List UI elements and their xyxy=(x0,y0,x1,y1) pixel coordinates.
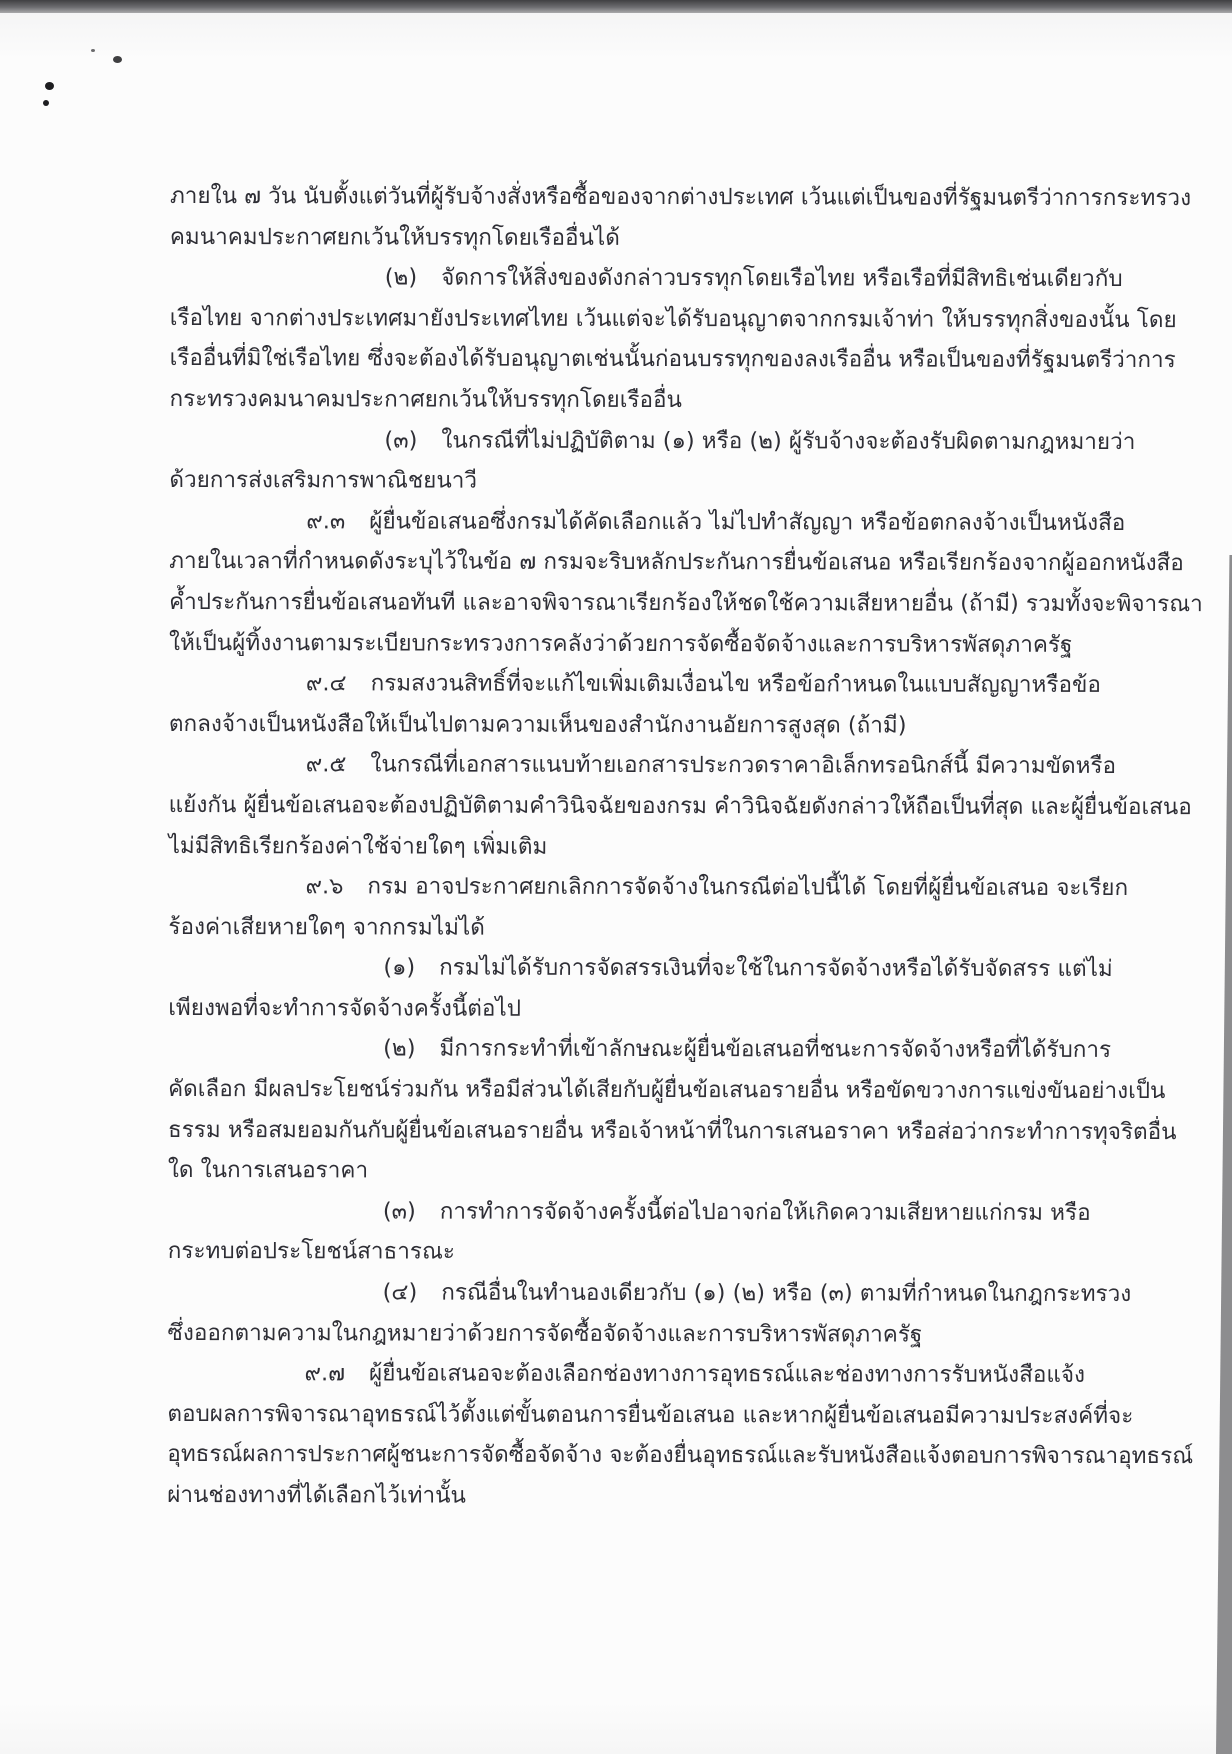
scan-edge-right-wedge xyxy=(1216,555,1232,1754)
line-text: คมนาคมประกาศยกเว้นให้บรรทุกโดยเรืออื่นได้ xyxy=(169,223,620,251)
item-number-label: (๔) xyxy=(382,1279,418,1306)
text-line xyxy=(169,623,1099,666)
text-line xyxy=(169,338,1176,381)
text-line xyxy=(170,257,1123,300)
text-line xyxy=(167,1110,1177,1153)
item-number-label: (๒) xyxy=(384,264,418,291)
text-line xyxy=(168,1231,1098,1274)
line-text: ร้องค่าเสียหายใดๆ จากกรมไม่ได้ xyxy=(168,913,485,941)
item-number-label: ๙.๓ xyxy=(306,508,346,535)
text-line xyxy=(168,1069,1166,1112)
item-number-label: ๙.๕ xyxy=(305,751,347,778)
line-text: กรมสงวนสิทธิ์ที่จะแก้ไขเพิ่มเติมเงื่อนไข หรือข้อกำหนดในแบบสัญญาหรือข้อ xyxy=(370,670,1101,699)
item-number-label: ๙.๖ xyxy=(305,873,344,900)
text-line xyxy=(168,1028,1112,1071)
line-text: คัดเลือก มีผลประโยชน์ร่วมกัน หรือมีส่วนได้เสียกับผู้ยื่นข้อเสนอรายอื่น หรือขัดขวางการแข่งขันอย่างเป็น xyxy=(168,1076,1166,1105)
ink-dot xyxy=(91,49,95,52)
line-text: ผู้ยื่นข้อเสนอซึ่งกรมได้คัดเลือกแล้ว ไม่ไปทำสัญญา หรือข้อตกลงจ้างเป็นหนังสือ xyxy=(369,508,1126,536)
line-text: อุทธรณ์ผลการประกาศผู้ชนะการจัดซื้อจัดจ้าง จะต้องยื่นอุทธรณ์และรับหนังสือแจ้งตอบการพิจารณาอุทธรณ์ xyxy=(167,1441,1194,1470)
ink-dot xyxy=(43,100,49,106)
line-text: เรืออื่นที่มิใช่เรือไทย ซึ่งจะต้องได้รับอนุญาตเช่นนั้นก่อนบรรทุกของลงเรืออื่น หรือเป็นของที่รัฐมนตรีว่าการ xyxy=(169,345,1176,374)
text-line xyxy=(170,217,1100,260)
line-text: กระทรวงคมนาคมประกาศยกเว้นให้บรรทุกโดยเรืออื่น xyxy=(169,385,682,414)
text-line xyxy=(168,1191,1098,1234)
line-text: จัดการให้สิ่งของดังกล่าวบรรทุกโดยเรือไทย หรือเรือที่มีสิทธิเช่นเดียวกับ xyxy=(441,264,1123,293)
line-text: ผ่านช่องทางที่ได้เลือกไว้เท่านั้น xyxy=(167,1481,466,1509)
line-text: กระทบต่อประโยชน์สาธารณะ xyxy=(167,1238,455,1266)
item-number-label: (๓) xyxy=(384,427,418,454)
line-text: แย้งกัน ผู้ยื่นข้อเสนอจะต้องปฏิบัติตามคำวินิจฉัยของกรม คำวินิจฉัยดังกล่าวให้ถือเป็นที่สุด และผู้ยื่นข้อเสนอ xyxy=(168,791,1192,821)
line-text: เพียงพอที่จะทำการจัดจ้างครั้งนี้ต่อไป xyxy=(168,994,522,1022)
text-line xyxy=(169,582,1203,625)
text-line xyxy=(167,1353,1097,1396)
document-body xyxy=(167,176,1203,1518)
line-text: มีการกระทำที่เข้าลักษณะผู้ยื่นข้อเสนอที่ชนะการจัดจ้างหรือที่ได้รับการ xyxy=(439,1036,1112,1064)
text-line xyxy=(168,907,1098,950)
line-text: ให้เป็นผู้ทิ้งงานตามระเบียบกระทรวงการคลังว่าด้วยการจัดซื้อจัดจ้างและการบริหารพัสดุภาครัฐ xyxy=(168,629,1073,658)
line-text: กรณีอื่นในทำนองเดียวกับ (๑) (๒) หรือ (๓) ตามที่กำหนดในกฎกระทรวง xyxy=(441,1279,1132,1308)
text-line xyxy=(169,379,1099,422)
text-line xyxy=(168,988,1098,1031)
item-number-label: ๙.๗ xyxy=(304,1360,346,1387)
text-line xyxy=(167,1475,1097,1518)
text-line xyxy=(168,947,1113,990)
text-line xyxy=(168,1272,1132,1315)
line-text: ธรรม หรือสมยอมกันกับผู้ยื่นข้อเสนอรายอื่น หรือเจ้าหน้าที่ในการเสนอราคา หรือส่อว่ากระทำการทุจริตอื่น xyxy=(167,1116,1177,1145)
text-line xyxy=(168,1313,1098,1356)
text-line xyxy=(167,1434,1194,1477)
line-text: กรม อาจประกาศยกเลิกการจัดจ้างในกรณีต่อไปนี้ได้ โดยที่ผู้ยื่นข้อเสนอ จะเรียก xyxy=(367,873,1129,902)
text-line xyxy=(169,176,1192,219)
item-number-label: (๓) xyxy=(382,1198,416,1225)
line-text: ภายในเวลาที่กำหนดดังระบุไว้ในข้อ ๗ กรมจะริบหลักประกันการยื่นข้อเสนอ หรือเรียกร้องจากผู้ออกหนังสือ xyxy=(169,548,1184,577)
text-line xyxy=(169,541,1184,584)
line-text: ตอบผลการพิจารณาอุทธรณ์ไว้ตั้งแต่ขั้นตอนการยื่นข้อเสนอ และหากผู้ยื่นข้อเสนอมีความประสงค์ที่จะ xyxy=(167,1400,1134,1429)
line-text: ผู้ยื่นข้อเสนอจะต้องเลือกช่องทางการอุทธรณ์และช่องทางการรับหนังสือแจ้ง xyxy=(369,1360,1086,1389)
line-text: การทำการจัดจ้างครั้งนี้ต่อไปอาจก่อให้เกิดความเสียหายแก่กรม หรือ xyxy=(439,1198,1091,1226)
line-text: กรมไม่ได้รับการจัดสรรเงินที่จะใช้ในการจัดจ้างหรือได้รับจัดสรร แต่ไม่ xyxy=(439,954,1113,983)
text-line xyxy=(168,866,1129,909)
line-text: ไม่มีสิทธิเรียกร้องค่าใช้จ่ายใดๆ เพิ่มเติม xyxy=(168,832,548,860)
line-text: ตกลงจ้างเป็นหนังสือให้เป็นไปตามความเห็นของสำนักงานอัยการสูงสุด (ถ้ามี) xyxy=(168,710,907,739)
line-text: ในกรณีที่เอกสารแนบท้ายเอกสารประกวดราคาอิเล็กทรอนิกส์นี้ มีความขัดหรือ xyxy=(370,751,1117,780)
text-line xyxy=(168,785,1192,828)
item-number-label: (๒) xyxy=(383,1035,416,1062)
line-text: เรือไทย จากต่างประเทศมายังประเทศไทย เว้นแต่จะได้รับอนุญาตจากกรมเจ้าท่า ให้บรรทุกสิ่งของนั้น โดย xyxy=(169,304,1177,333)
item-number-label: ๙.๔ xyxy=(305,670,347,697)
text-line xyxy=(169,420,1136,463)
line-text: ในกรณีที่ไม่ปฏิบัติตาม (๑) หรือ (๒) ผู้รับจ้างจะต้องรับผิดตามกฎหมายว่า xyxy=(441,427,1136,455)
text-line xyxy=(167,1394,1134,1437)
line-text: ภายใน ๗ วัน นับตั้งแต่วันที่ผู้รับจ้างสั่งหรือซื้อของจากต่างประเทศ เว้นแต่เป็นของที่รัฐมนตรีว่าการกระทรวง xyxy=(169,182,1192,212)
line-text: ใด ในการเสนอราคา xyxy=(167,1157,369,1184)
line-text: ซึ่งออกตามความในกฎหมายว่าด้วยการจัดซื้อจัดจ้างและการบริหารพัสดุภาครัฐ xyxy=(167,1319,923,1348)
text-line xyxy=(169,460,1099,503)
scan-edge-top-bar xyxy=(0,0,1232,13)
line-text: ค้ำประกันการยื่นข้อเสนอทันที และอาจพิจารณาเรียกร้องให้ชดใช้ความเสียหายอื่น (ถ้ามี) รวมทั้งจะพิจารณา xyxy=(169,588,1203,618)
text-line xyxy=(169,298,1177,341)
line-text: ด้วยการส่งเสริมการพาณิชยนาวี xyxy=(169,467,478,494)
text-line xyxy=(169,663,1099,706)
text-line xyxy=(169,704,1099,747)
text-line xyxy=(169,501,1126,544)
item-number-label: (๑) xyxy=(383,954,416,981)
ink-dot xyxy=(113,56,122,63)
text-line xyxy=(169,825,1099,868)
text-line xyxy=(169,744,1117,787)
ink-dot xyxy=(45,82,54,90)
text-line xyxy=(168,1150,1098,1193)
